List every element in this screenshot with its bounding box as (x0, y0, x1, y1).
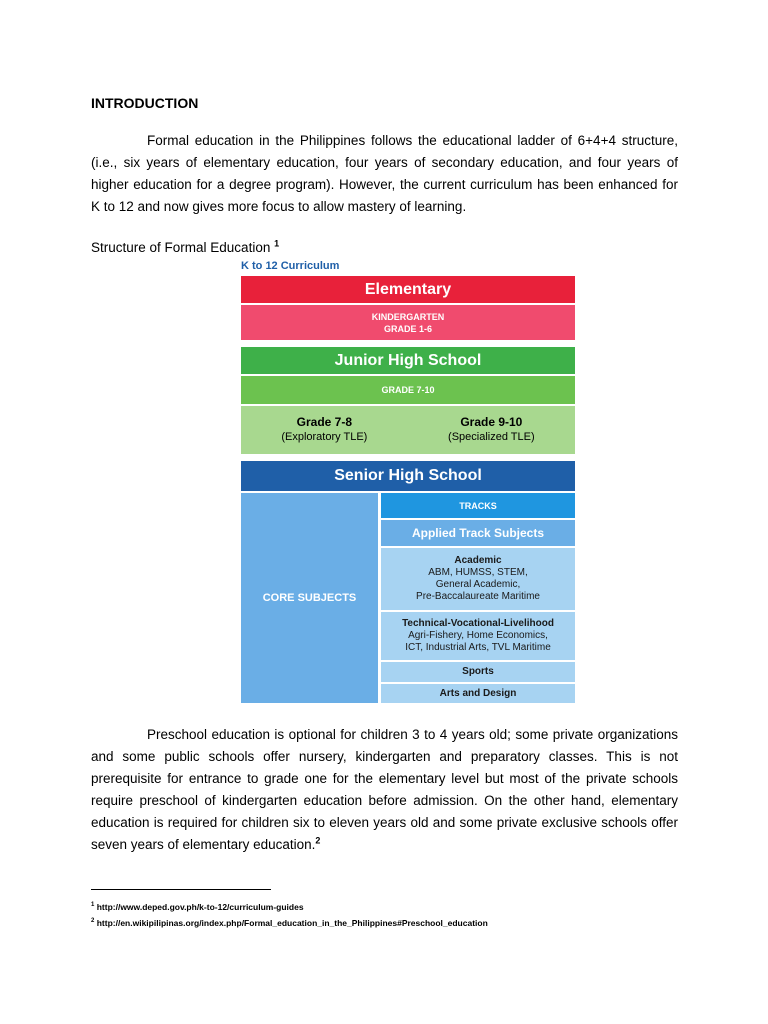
junior-high-header: Junior High School (241, 347, 575, 374)
senior-high-header: Senior High School (241, 461, 575, 491)
caption-footnote-ref: 1 (274, 238, 280, 249)
core-subjects: CORE SUBJECTS (241, 493, 378, 703)
grade-9-10-desc: (Specialized TLE) (448, 431, 535, 443)
tvl-track (381, 612, 575, 660)
tvl-title: Technical-Vocational-Livelihood (402, 618, 554, 629)
arts-title: Arts and Design (439, 687, 517, 699)
footnote-2 (91, 918, 488, 928)
footnote-2-num: 2 (91, 918, 95, 925)
elementary-line2: GRADE 1-6 (383, 323, 432, 334)
applied-track-subjects: Applied Track Subjects (381, 520, 575, 546)
paragraph-footnote-ref: 2 (315, 835, 321, 846)
tvl-line1: Agri-Fishery, Home Economics, (408, 630, 548, 641)
preschool-paragraph (91, 724, 678, 856)
tvl-line2: ICT, Industrial Arts, TVL Maritime (405, 642, 551, 653)
grade-9-10-col (448, 415, 535, 445)
intro-paragraph: Formal education in the Philippines follows the educational ladder of 6+4+4 structure, (i.e., six years of elementary education, four years of secondary education, and four years of higher education for a degree program). However, the current curriculum has been enhanced for K to 12 and now gives more focus to allow mastery of learning. (91, 133, 678, 214)
grade-7-8-desc: (Exploratory TLE) (281, 431, 368, 443)
footnote-2-link[interactable]: http://en.wikipilipinas.org/index.php/Formal_education_in_the_Philippines#Preschool_education (96, 918, 488, 928)
elementary-sub (241, 305, 575, 340)
preschool-text: Preschool education is optional for children 3 to 4 years old; some private organizations and some public schools offer nursery, kindergarten and preparatory classes. This is not prerequisite for entrance to grade one for the elementary level but most of the private schools require preschool of kindergarten education before admission. On the other hand, elementary education is required for children six to eleven years old and some private exclusive schools offer seven years of elementary education. (91, 727, 678, 852)
footnote-1-link[interactable]: http://www.deped.gov.ph/k-to-12/curriculum-guides (96, 902, 304, 912)
tracks-header: TRACKS (381, 493, 575, 518)
elementary-line1: KINDERGARTEN (371, 311, 445, 322)
sports-title: Sports (462, 666, 494, 677)
figure-caption (91, 240, 279, 255)
grade-7-8-col (281, 415, 367, 445)
academic-line2: General Academic, (435, 579, 521, 590)
sports-track (381, 662, 575, 682)
diagram-title: K to 12 Curriculum (241, 260, 340, 272)
footnote-1 (91, 902, 304, 912)
academic-line1: ABM, HUMSS, STEM, (428, 567, 528, 578)
caption-text: Structure of Formal Education (91, 240, 271, 255)
elementary-header: Elementary (241, 276, 575, 303)
footnote-divider (91, 889, 271, 890)
grade-7-8-label: Grade 7-8 (296, 415, 353, 429)
grade-9-10-label: Grade 9-10 (460, 415, 523, 429)
academic-title: Academic (454, 555, 502, 566)
academic-track (381, 548, 575, 610)
junior-high-sub: GRADE 7-10 (241, 376, 575, 404)
arts-track (381, 684, 575, 703)
junior-high-grades (241, 406, 575, 454)
footnote-1-num: 1 (91, 902, 95, 909)
academic-line3: Pre-Baccalaureate Maritime (416, 591, 540, 602)
section-heading: INTRODUCTION (91, 95, 199, 111)
